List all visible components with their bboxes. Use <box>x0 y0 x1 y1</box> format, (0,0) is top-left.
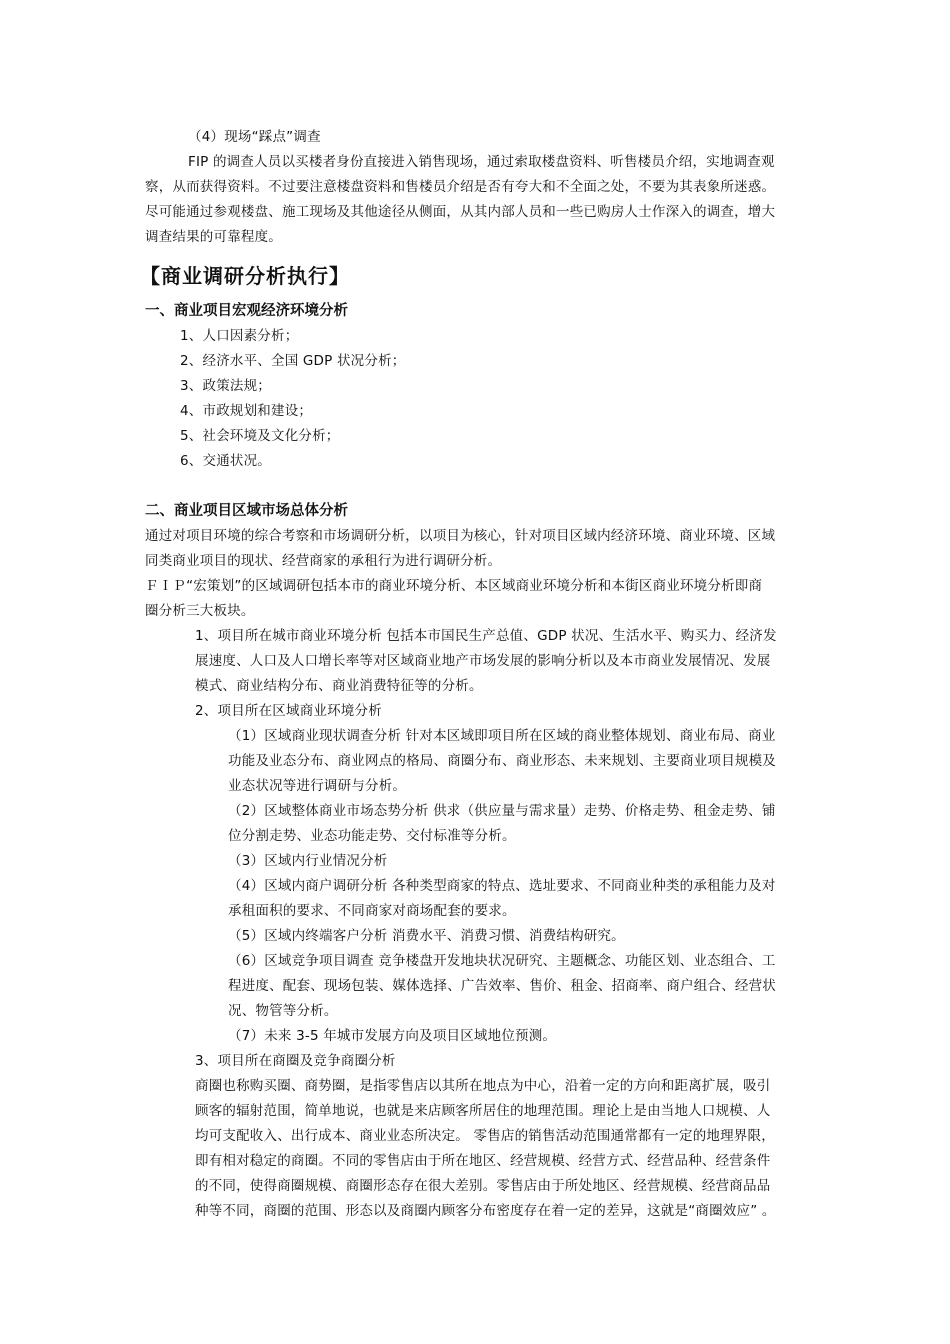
paragraph-line: （1）区域商业现状调查分析 针对本区域即项目所在区域的商业整体规划、商业布局、商业 <box>228 728 776 744</box>
paragraph-line: 位分割走势、业态功能走势、交付标准等分析。 <box>228 828 516 844</box>
paragraph-line: 功能及业态分布、商业网点的格局、商圈分布、商业形态、未来规划、主要商业项目规模及 <box>228 753 776 769</box>
paragraph-line: 同类商业项目的现状、经营商家的承租行为进行调研分析。 <box>145 553 502 569</box>
paragraph-line: 业态状况等进行调研与分析。 <box>228 778 407 794</box>
paragraph-line: （6）区域竞争项目调查 竞争楼盘开发地块状况研究、主题概念、功能区划、业态组合、工 <box>228 953 776 969</box>
paragraph-line: （5）区域内终端客户分析 消费水平、消费习惯、消费结构研究。 <box>228 928 625 944</box>
section1-heading: 一、商业项目宏观经济环境分析 <box>145 303 348 319</box>
paragraph-line: ＦＩＰ“宏策划”的区域调研包括本市的商业环境分析、本区域商业环境分析和本街区商业环境分析即商 <box>145 578 763 594</box>
paragraph-line: 程进度、配套、现场包装、媒体选择、广告效率、售价、租金、招商率、商户组合、经营状 <box>228 978 776 994</box>
paragraph-line: 承租面积的要求、不同商家对商场配套的要求。 <box>228 903 516 919</box>
survey-heading: （4）现场“踩点”调查 <box>188 129 321 145</box>
paragraph-line: 察，从而获得资料。不过要注意楼盘资料和售楼员介绍是否有夸大和不全面之处，不要为其表象所迷惑。 <box>145 179 776 195</box>
paragraph-line: 种等不同，商圈的范围、形态以及商圈内顾客分布密度存在着一定的差异，这就是“商圈效应” 。 <box>195 1203 776 1219</box>
paragraph-line: 模式、商业结构分布、商业消费特征等的分析。 <box>195 678 483 694</box>
paragraph-line: 展速度、人口及人口增长率等对区域商业地产市场发展的影响分析以及本市商业发展情况、发展 <box>195 653 771 669</box>
paragraph-line: 圈分析三大板块。 <box>145 603 255 619</box>
paragraph-line: 顾客的辐射范围，简单地说，也就是来店顾客所居住的地理范围。理论上是由当地人口规模、人 <box>195 1103 771 1119</box>
list-item: 6、交通状况。 <box>180 453 271 469</box>
section2-heading: 二、商业项目区域市场总体分析 <box>145 503 348 519</box>
paragraph-line: 的不同，使得商圈规模、商圈形态存在很大差别。零售店由于所处地区、经营规模、经营商品品 <box>195 1178 771 1194</box>
paragraph-line: （7）未来 3-5 年城市发展方向及项目区域地位预测。 <box>228 1028 557 1044</box>
paragraph-line: （2）区域整体商业市场态势分析 供求（供应量与需求量）走势、价格走势、租金走势、铺 <box>228 803 776 819</box>
list-item: 4、市政规划和建设； <box>180 403 313 419</box>
paragraph-line: 商圈也称购买圈、商势圈，是指零售店以其所在地点为中心，沿着一定的方向和距离扩展，吸引 <box>195 1078 771 1094</box>
paragraph-line: （4）区域内商户调研分析 各种类型商家的特点、选址要求、不同商业种类的承租能力及对 <box>228 878 776 894</box>
paragraph-line: 通过对项目环境的综合考察和市场调研分析，以项目为核心，针对项目区域内经济环境、商业环境、区域 <box>145 528 776 544</box>
paragraph-line: FIP 的调查人员以买楼者身份直接进入销售现场，通过索取楼盘资料、听售楼员介绍，实地调查观 <box>188 154 775 170</box>
paragraph-line: 即有相对稳定的商圈。不同的零售店由于所在地区、经营规模、经营方式、经营品种、经营条件 <box>195 1153 771 1169</box>
paragraph-line: （3）区域内行业情况分析 <box>228 853 388 869</box>
main-title: 【商业调研分析执行】 <box>140 264 350 288</box>
paragraph-line: 均可支配收入、出行成本、商业业态所决定。 零售店的销售活动范围通常都有一定的地理界限， <box>195 1128 775 1144</box>
list-item: 5、社会环境及文化分析； <box>180 428 340 444</box>
list-item: 1、人口因素分析； <box>180 328 299 344</box>
paragraph-line: 调查结果的可靠程度。 <box>145 229 282 245</box>
item3-title: 3、项目所在商圈及竞争商圈分析 <box>195 1053 396 1069</box>
item2-title: 2、项目所在区域商业环境分析 <box>195 703 382 719</box>
paragraph-line: 况、物管等分析。 <box>228 1003 338 1019</box>
list-item: 2、经济水平、全国 GDP 状况分析； <box>180 353 406 369</box>
list-item: 3、政策法规； <box>180 378 271 394</box>
paragraph-line: 尽可能通过参观楼盘、施工现场及其他途径从侧面，从其内部人员和一些已购房人士作深入的调查，增大 <box>145 204 776 220</box>
paragraph-line: 1、项目所在城市商业环境分析 包括本市国民生产总值、GDP 状况、生活水平、购买力、经济发 <box>195 628 777 644</box>
